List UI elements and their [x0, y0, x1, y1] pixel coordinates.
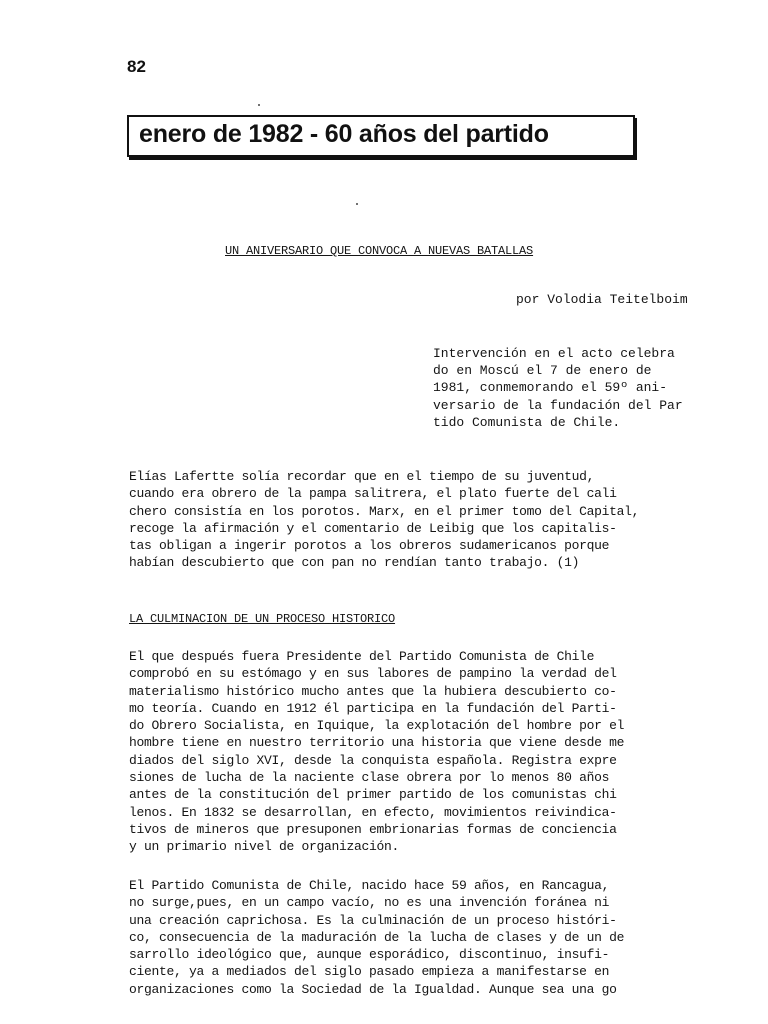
paragraph-line: ciente, ya a mediados del siglo pasado empieza a manifestarse en	[129, 964, 610, 980]
note-line: 1981, conmemorando el 59º ani-	[433, 380, 668, 396]
note-line: versario de la fundación del Par	[433, 397, 683, 413]
note-line: Intervención en el acto celebra	[433, 346, 675, 361]
paragraph-history	[129, 648, 721, 856]
paragraph-line: tas obligan a ingerir porotos a los obreros sudamericanos porque	[129, 538, 610, 554]
paragraph-line: una creación caprichosa. Es la culminación de un proceso históri-	[129, 912, 617, 928]
section-heading: LA CULMINACION DE UN PROCESO HISTORICO	[129, 612, 396, 626]
note-line: do en Moscú el 7 de enero de	[433, 363, 652, 379]
paragraph-line: siones de lucha de la naciente clase obrera por lo menos 80 años	[129, 770, 610, 786]
paragraph-line: materialismo histórico mucho antes que la hubiera descubierto co-	[129, 683, 617, 699]
paragraph-line: mo teoría. Cuando en 1912 él participa en la fundación del Parti-	[129, 700, 617, 716]
paragraph-line: Elías Lafertte solía recordar que en el tiempo de su juventud,	[129, 469, 595, 484]
article-title: UN ANIVERSARIO QUE CONVOCA A NUEVAS BATALLAS	[225, 244, 534, 258]
author-byline: por Volodia Teitelboim	[516, 292, 688, 307]
paragraph-line: lenos. En 1832 se desarrollan, en efecto, movimientos reivindica-	[129, 804, 617, 820]
paragraph-line: do Obrero Socialista, en Iquique, la explotación del hombre por el	[129, 718, 625, 734]
paragraph-line: cuando era obrero de la pampa salitrera, el plato fuerte del cali	[129, 486, 617, 502]
header-title: enero de 1982 - 60 años del partido	[139, 120, 549, 148]
paragraph-line: El Partido Comunista de Chile, nacido hace 59 años, en Rancagua,	[129, 878, 610, 893]
paragraph-line: antes de la constitución del primer partido de los comunistas chi	[129, 787, 617, 803]
paragraph-lafertte	[129, 468, 721, 572]
page-number: 82	[127, 57, 146, 76]
paragraph-line: y un primario nivel de organización.	[129, 839, 400, 855]
scan-speck	[258, 104, 260, 106]
paragraph-line: no surge,pues, en un campo vacío, no es una invención foránea ni	[129, 895, 610, 911]
paragraph-line: sarrollo ideológico que, aunque esporádico, discontinuo, insufi-	[129, 947, 610, 963]
paragraph-line: comprobó en su estómago y en sus labores de pampino la verdad del	[129, 666, 617, 682]
speech-note	[433, 345, 725, 431]
paragraph-party-origin	[129, 877, 721, 998]
paragraph-line: organizaciones como la Sociedad de la Igualdad. Aunque sea una go	[129, 981, 617, 997]
paragraph-line: co, consecuencia de la maduración de la lucha de clases y de un de	[129, 929, 625, 945]
note-line: tido Comunista de Chile.	[433, 414, 621, 430]
paragraph-line: tivos de mineros que presuponen embrionarias formas de conciencia	[129, 821, 617, 837]
paragraph-line: habían descubierto que con pan no rendían tanto trabajo. (1)	[129, 555, 580, 571]
scan-speck	[356, 203, 358, 205]
paragraph-line: hombre tiene en nuestro territorio una historia que viene desde me	[129, 735, 625, 751]
paragraph-line: diados del siglo XVI, desde la conquista española. Registra expre	[129, 752, 617, 768]
paragraph-line: recoge la afirmación y el comentario de Leibig que los capitalis-	[129, 520, 617, 536]
paragraph-line: El que después fuera Presidente del Partido Comunista de Chile	[129, 649, 595, 664]
paragraph-line: chero consistía en los porotos. Marx, en el primer tomo del Capital,	[129, 503, 640, 519]
